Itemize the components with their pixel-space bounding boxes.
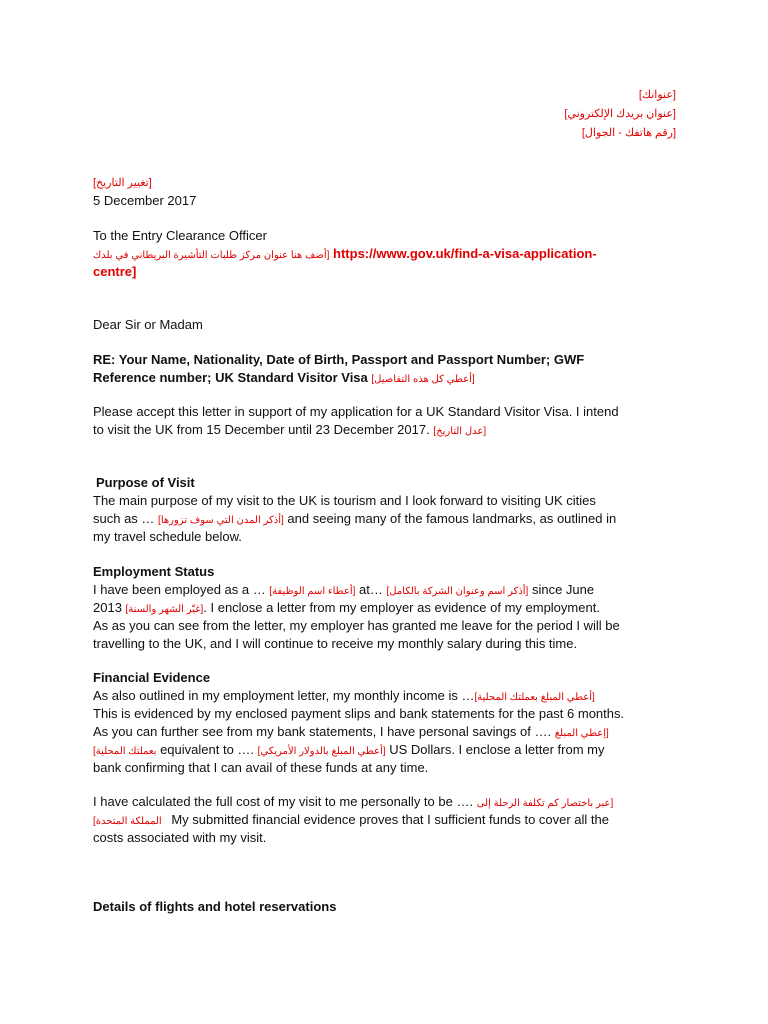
financial-note-2a: [إعطي المبلغ: [554, 728, 609, 739]
flights-heading: Details of flights and hotel reservations: [93, 899, 337, 914]
re-line-2: [93, 369, 675, 389]
intro-line-2: [93, 421, 675, 441]
cost-line-2: [93, 811, 675, 831]
financial-line-4: [93, 741, 675, 761]
re-line-1: RE: Your Name, Nationality, Date of Birth, Passport and Passport Number; GWF: [93, 352, 585, 367]
cost-a: I have calculated the full cost of my visit to me personally to be ….: [93, 794, 474, 809]
purpose-line-2a: such as …: [93, 511, 155, 526]
employment-a: I have been employed as a …: [93, 582, 266, 597]
re-line-2-text: Reference number; UK Standard Visitor Visa: [93, 370, 368, 385]
purpose-note: [أذكر المدن التي سوف تزورها]: [158, 515, 284, 526]
financial-line-2: This is evidenced by my enclosed payment slips and bank statements for the past 6 months.: [93, 706, 625, 721]
re-note: [أعطي كل هذه التفاصيل]: [371, 374, 475, 385]
financial-note-3: [أعطي المبلغ بالدولار الأمريكي]: [257, 746, 386, 757]
employment-note-3: [غيّر الشهر والسنة]: [125, 604, 204, 615]
recipient-centre: [93, 245, 675, 265]
cost-note-b: المملكة المتحدة]: [93, 816, 162, 827]
header-address: [عنوانك]: [638, 89, 676, 101]
employment-e: . I enclose a letter from my employer as evidence of my employment.: [203, 600, 600, 615]
header-phone: [رقم هاتفك - الجوال]: [581, 127, 676, 139]
visa-centre-link[interactable]: https://www.gov.uk/find-a-visa-application-: [333, 246, 597, 261]
centre-note: [أضف هنا عنوان مركز طلبات التأشيرة البريطاني في بلدك: [93, 250, 330, 261]
cost-note-a: [عبر باختصار كم تكلفة الرحلة إلى: [476, 798, 614, 809]
employment-b: at…: [359, 582, 383, 597]
financial-line-4a: equivalent to ….: [160, 742, 255, 757]
letter-date: 5 December 2017: [93, 193, 197, 208]
financial-line-1: [93, 687, 675, 707]
financial-line-5: bank confirming that I can avail of these funds at any time.: [93, 760, 429, 775]
purpose-heading: Purpose of Visit: [96, 475, 195, 490]
purpose-line-2b: and seeing many of the famous landmarks, as outlined in: [287, 511, 617, 526]
financial-note-1: [أعطي المبلغ بعملتك المحلية]: [474, 692, 595, 703]
header-email: [عنوان بريدك الإلكتروني]: [564, 108, 676, 120]
employment-line-4: travelling to the UK, and I will continue to receive my monthly salary during this time.: [93, 636, 578, 651]
intro-note: [عدل التاريخ]: [433, 426, 487, 437]
salutation: Dear Sir or Madam: [93, 317, 203, 332]
employment-note-2: [أذكر اسم وعنوان الشركة بالكامل]: [386, 586, 529, 597]
financial-line-4b: US Dollars. I enclose a letter from my: [389, 742, 605, 757]
financial-heading: Financial Evidence: [93, 670, 211, 685]
date-note: [تغيير التاريخ]: [93, 177, 152, 189]
employment-line-1: [93, 581, 675, 601]
purpose-line-2: [93, 510, 675, 530]
financial-line-3a: As you can further see from my bank statements, I have personal savings of ….: [93, 724, 552, 739]
employment-note-1: [أعطاء اسم الوظيفة]: [269, 586, 356, 597]
employment-line-2: [93, 599, 675, 619]
recipient-line: To the Entry Clearance Officer: [93, 228, 267, 243]
purpose-line-3: my travel schedule below.: [93, 529, 242, 544]
intro-line-1: Please accept this letter in support of my application for a UK Standard Visitor Visa. I intend: [93, 404, 619, 419]
cost-line-1: [93, 793, 675, 813]
purpose-line-1: The main purpose of my visit to the UK is tourism and I look forward to visiting UK cities: [93, 493, 596, 508]
visa-centre-link-cont[interactable]: centre]: [93, 264, 137, 279]
employment-d: 2013: [93, 600, 122, 615]
cost-line-3: costs associated with my visit.: [93, 830, 267, 845]
employment-heading: Employment Status: [93, 564, 215, 579]
financial-note-2b: بعملتك المحلية]: [93, 746, 157, 757]
financial-a: As also outlined in my employment letter, my monthly income is …: [93, 688, 475, 703]
employment-line-3: As as you can see from the letter, my employer has granted me leave for the period I will be: [93, 618, 620, 633]
financial-line-3: [93, 723, 675, 743]
employment-c: since June: [531, 582, 595, 597]
cost-b: My submitted financial evidence proves that I sufficient funds to cover all the: [171, 812, 610, 827]
intro-line-2-text: to visit the UK from 15 December until 23 December 2017.: [93, 422, 430, 437]
